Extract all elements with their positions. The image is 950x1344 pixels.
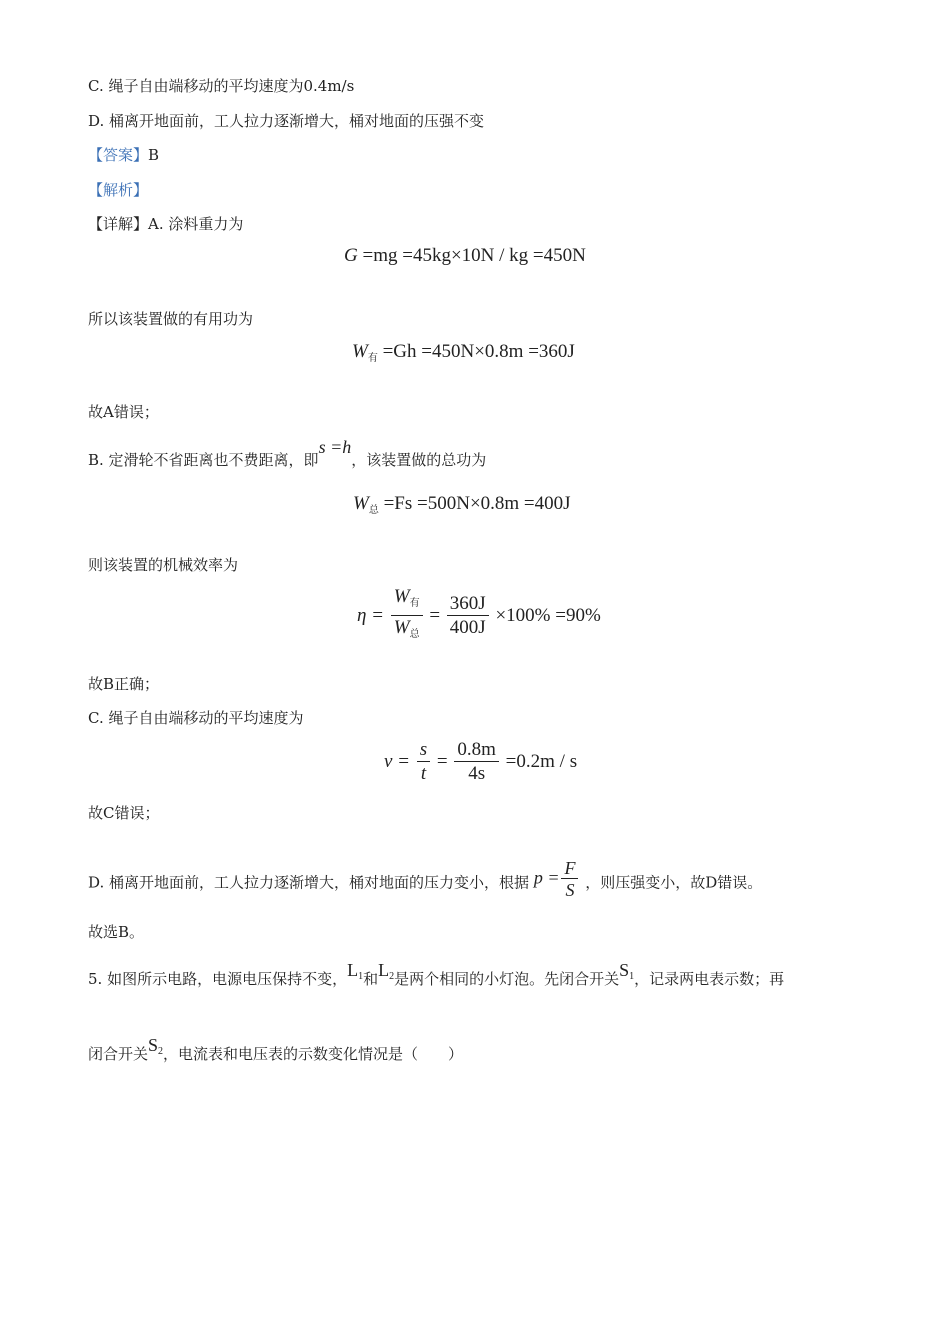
- eq4-frac2: $\frac{360J}{400J}$: [447, 593, 489, 640]
- analysis-line: [88, 180, 148, 200]
- equation-velocity: [384, 739, 577, 786]
- inline-pressure-formula: p = $\frac{F}{S}$: [534, 858, 581, 901]
- useful-work-intro: 所以该装置做的有用功为: [88, 310, 254, 328]
- equation-total-work: [353, 492, 571, 523]
- b-intro: [88, 437, 487, 470]
- final-answer: 故选B。: [88, 923, 145, 941]
- eq3-lhs: W: [353, 493, 369, 514]
- c-conclusion: 故C错误；: [88, 804, 160, 822]
- detail-a-intro: A. 涂料重力为: [148, 215, 244, 233]
- option-c: C. 绳子自由端移动的平均速度为0.4m/s: [88, 77, 355, 95]
- answer-tag: 【答案】: [88, 146, 149, 164]
- S2-symbol: S2: [148, 1035, 164, 1057]
- eq2-lhs: W: [352, 341, 368, 362]
- answer-value: B: [148, 146, 160, 164]
- L1-symbol: L1: [347, 960, 364, 982]
- eq4-frac1: $\frac{W_有}{W_总}$: [391, 586, 423, 647]
- option-d: D. 桶离开地面前，工人拉力逐渐增大，桶对地面的压强不变: [88, 112, 485, 130]
- d-intro: [88, 858, 763, 905]
- eq4-lhs: η =: [357, 604, 384, 626]
- b-intro-2: ，该装置做的总功为: [351, 451, 487, 469]
- answer-line: [88, 145, 159, 165]
- eq3-rhs: =Fs =500N×0.8m =400J: [383, 493, 571, 514]
- eq5-lhs: v =: [384, 750, 411, 772]
- detail-tag: 【详解】: [88, 215, 149, 233]
- eq1-lhs: G: [344, 245, 358, 266]
- eq5-frac2: $\frac{0.8m}{4s}$: [454, 739, 499, 786]
- S1-symbol: S1: [619, 960, 635, 982]
- question-5-line1: 5. 如图所示电路，电源电压保持不变，L1和L2是两个相同的小灯泡。先闭合开关S1，记录两电表示数；再: [88, 960, 785, 988]
- detail-line: [88, 214, 243, 234]
- eq2-sub: 有: [367, 353, 378, 364]
- eq4-rhs: ×100% =90%: [495, 604, 601, 626]
- question-5-line2: 闭合开关S2，电流表和电压表的示数变化情况是（ ）: [88, 1035, 464, 1063]
- c-intro: C. 绳子自由端移动的平均速度为: [88, 709, 304, 727]
- b-efficiency-intro: 则该装置的机械效率为: [88, 556, 239, 574]
- equation-gravity: [344, 244, 586, 268]
- equation-efficiency: [357, 586, 601, 647]
- d-intro-2: ，则压强变小，故D错误。: [585, 873, 763, 892]
- a-conclusion: 故A错误；: [88, 403, 159, 421]
- L2-symbol: L2: [378, 960, 395, 982]
- b-intro-1: B. 定滑轮不省距离也不费距离，即: [88, 451, 319, 469]
- d-intro-1: D. 桶离开地面前，工人拉力逐渐增大，桶对地面的压力变小，根据: [88, 873, 530, 892]
- eq3-sub: 总: [368, 505, 379, 516]
- eq5-frac1: $\frac{s}{t}$: [417, 739, 430, 786]
- eq1-rhs: =mg =45kg×10N / kg =450N: [362, 245, 586, 266]
- eq2-rhs: =Gh =450N×0.8m =360J: [382, 341, 575, 362]
- eq5-mid: =: [436, 750, 448, 772]
- equation-useful-work: [352, 340, 575, 371]
- eq5-rhs: =0.2m / s: [505, 750, 578, 772]
- eq4-mid: =: [429, 604, 441, 626]
- b-conclusion: 故B正确；: [88, 675, 160, 693]
- analysis-tag: 【解析】: [88, 181, 149, 199]
- inline-s-eq-h: s =h: [318, 437, 352, 457]
